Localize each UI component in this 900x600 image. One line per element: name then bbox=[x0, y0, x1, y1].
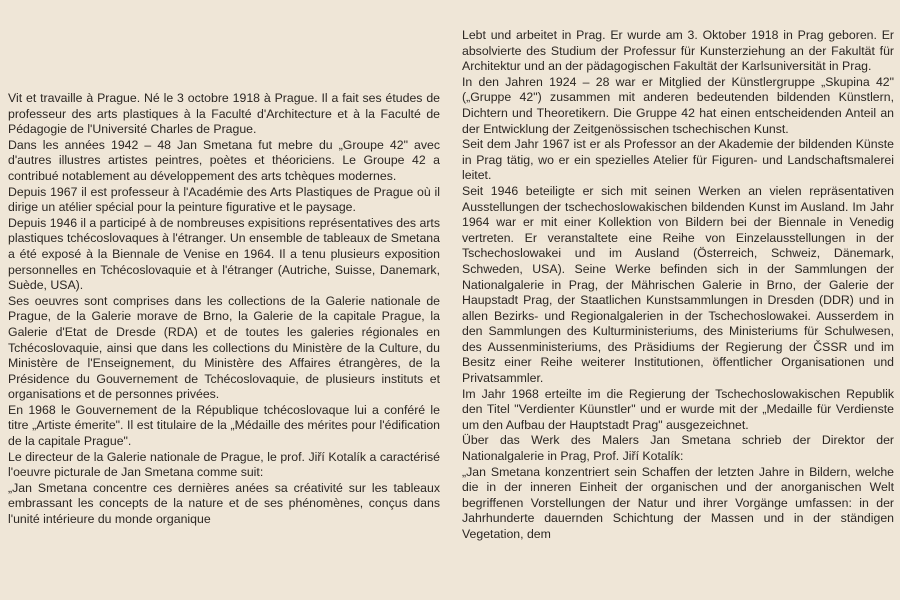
paragraph-fr-expositions: Depuis 1946 il a participé à de nombreuses expisitions représentatives des arts plastiques tchécoslovaques à l'étranger. Un ensemble de tableaux de Smetana a été exposé à la Biennale de Venise en 1964. Il a tenu plusieurs exposition personnelles en Tchécoslovaquie et à l'étranger (Autriche, Suisse, Danemark, Suède, USA). bbox=[8, 215, 440, 293]
paragraph-fr-distinctions: En 1968 le Gouvernement de la République tchécoslovaque lui a conféré le titre „Artiste émerite". Il est titulaire de la „Médaille des mérites pour l'édification de la capitale Prague". bbox=[8, 402, 440, 449]
paragraph-de-auszeichnungen: Im Jahr 1968 erteilte im die Regierung der Tschechoslowakischen Republik den Titel "Verdienter Küunstler" und er wurde mit der „Medaille für Verdienste um den Aufbau der Hauptstadt Prag" ausgezeichnet. bbox=[462, 386, 894, 432]
paragraph-de-gruppe42: In den Jahren 1924 – 28 war er Mitglied der Künstlergruppe „Skupina 42" („Gruppe 42") zusammen mit anderen bedeutenden bildenden Künstlern, Dichtern und Theoretikern. Die Gruppe 42 hat einen entscheidenden Anteil an der Entwicklung der Zeitgenössischen tschechischen Kunst. bbox=[462, 74, 894, 136]
paragraph-de-quote: „Jan Smetana konzentriert sein Schaffen der letzten Jahre in Bildern, welche die in der inneren Einheit der organischen und der anorganischen Welt begriffenen Vorstellungen der Natur und ihrer Vorgänge umfassen: in der Jahrhunderte dauernden Schichtung der Massen und in der ständigen Vegetation, dem bbox=[462, 464, 894, 541]
paragraph-de-ausstellungen: Seit 1946 beteiligte er sich mit seinen Werken an vielen repräsentativen Ausstellungen der tschechoslowakischen bildenden Kunst im Ausland. Im Jahr 1964 war er mit einer Kollektion von Bildern bei der Biennale in Venedig vertreten. Er veranstaltete eine Reihe von Einzelausstellungen in der Tschechoslowakei und im Ausland (Österreich, Schweiz, Dänemark, Schweden, USA). Seine Werke befinden sich in der Sammlungen der Nationalgalerie in Prag, der Mährischen Galerie in Brno, der Galerie der Haupstadt Prag, der Staatlichen Kunstsammlungen in Dresden (DDR) und in allen Bezirks- und Regionalgalerien in der Tschechoslowakei. Ausserdem in den Sammlungen des Kulturministeriums, des Ministeriums für Schulwesen, des Aussenministeriums, des Präsidiums der Regierung der ČSSR und im Besitz einer Reihe weiterer Institutionen, öffentlicher Organisationen und Privatsammler. bbox=[462, 183, 894, 386]
paragraph-fr-groupe42: Dans les années 1942 – 48 Jan Smetana fut mebre du „Groupe 42" avec d'autres illustres artistes peintres, poètes et théoriciens. Le Groupe 42 a contribué notablement au développement des arts tchèques modernes. bbox=[8, 137, 440, 183]
french-text-column bbox=[8, 91, 440, 528]
german-text-column bbox=[462, 28, 894, 543]
paragraph-de-kotalik: Über das Werk des Malers Jan Smetana schrieb der Direktor der Nationalgalerie in Prag, Prof. Jiří Kotalík: bbox=[462, 433, 894, 464]
paragraph-fr-bio: Vit et travaille à Prague. Né le 3 octobre 1918 à Prague. Il a fait ses études de professeur des arts plastiques à la Faculté d'Architecture et à la Faculté de Pédagogie de l'Université Charles de Prague. bbox=[8, 91, 440, 137]
paragraph-de-bio: Lebt und arbeitet in Prag. Er wurde am 3. Oktober 1918 in Prag geboren. Er absolvierte des Studium der Professur für Kunsterziehung an der Fakultät für Architektur und an der pädagogischen Fakultät der Karlsuniversität in Prag. bbox=[462, 28, 894, 74]
paragraph-de-professor: Seit dem Jahr 1967 ist er als Professor an der Akademie der bildenden Künste in Prag tätig, wo er ein spezielles Atelier für Figuren- und Landschaftsmalerei leitet. bbox=[462, 137, 894, 183]
paragraph-fr-quote: „Jan Smetana concentre ces dernières anées sa créativité sur les tableaux embrassant les concepts de la nature et de ses phénomènes, conçus dans l'unité intérieure du monde organique bbox=[8, 480, 440, 527]
paragraph-fr-collections: Ses oeuvres sont comprises dans les collections de la Galerie nationale de Prague, de la Galerie morave de Brno, la Galerie de la capitale Prague, la Galerie d'Etat de Dresde (RDA) et de toutes les galeries régionales en Tchécoslovaquie, ainsi que dans les collections du Ministère de la Culture, du Ministère de l'Enseignement, du Ministère des Affaires étrangères, de la Présidence du Gouvernement de Tchécoslovaquie, de plusieurs instituts et organisations et de personnes privées. bbox=[8, 293, 440, 402]
paragraph-fr-kotalik: Le directeur de la Galerie nationale de Prague, le prof. Jiří Kotalík a caractérisé l'oeuvre picturale de Jan Smetana comme suit: bbox=[8, 449, 440, 480]
paragraph-fr-professeur: Depuis 1967 il est professeur à l'Académie des Arts Plastiques de Prague où il dirige un atélier spécial pour la peinture figurative et le paysage. bbox=[8, 184, 440, 215]
